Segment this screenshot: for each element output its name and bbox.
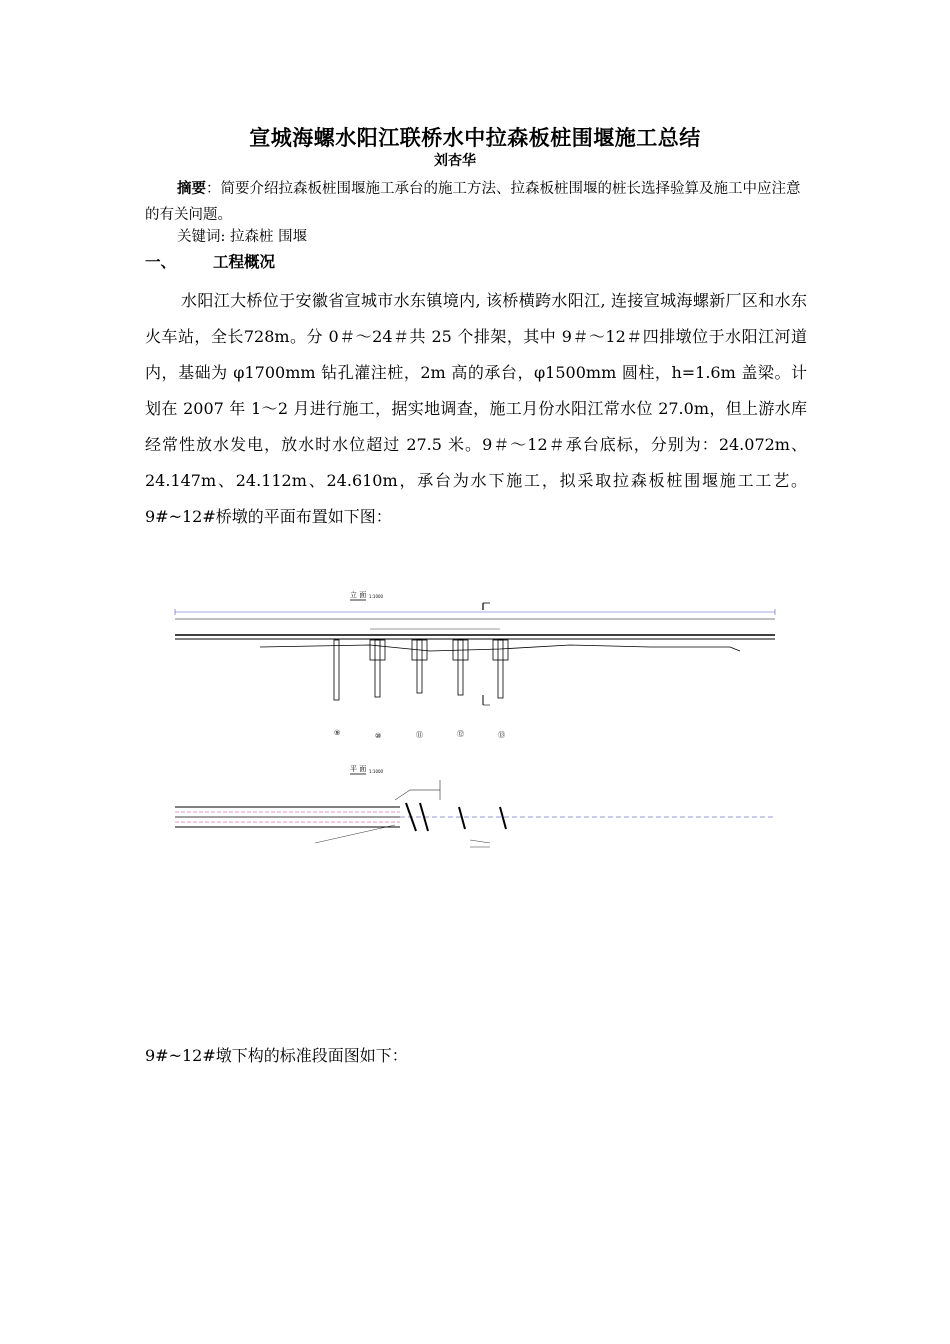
elevation-label: 立 面 <box>350 591 367 599</box>
section-heading <box>145 250 275 272</box>
keywords: 关键词: 拉森桩 围堰 <box>177 229 308 245</box>
pier-marker-10: ⑩ <box>375 732 382 740</box>
author-name: 刘杏华 <box>434 153 476 169</box>
abstract <box>145 176 807 228</box>
plan-label: 平 面 <box>350 765 367 773</box>
abstract-text: ：简要介绍拉森板桩围堰施工承台的施工方法、拉森板桩围堰的桩长选择验算及施工中应注意的有关问题。 <box>145 181 801 223</box>
section-drawing-caption: 9#~12#墩下构的标准段面图如下： <box>145 1046 408 1065</box>
bridge-layout-drawing <box>170 585 780 860</box>
plan-scale: 1:1000 <box>369 769 384 774</box>
pier-marker-12: ⑫ <box>457 730 464 738</box>
pier-marker-9: ⑨ <box>334 729 341 737</box>
elevation-scale: 1:1000 <box>369 594 384 599</box>
pier-marker-13: ⑬ <box>498 731 505 739</box>
document-title: 宣城海螺水阳江联桥水中拉森板桩围堰施工总结 <box>249 126 701 150</box>
section-number: 一、 <box>145 253 177 271</box>
abstract-label: 摘要 <box>177 180 206 197</box>
section-paragraph: 水阳江大桥位于安徽省宣城市水东镇境内, 该桥横跨水阳江, 连接宣城海螺新厂区和水东火车站，全长728m。分 0＃～24＃共 25 个排架，其中 9＃～12＃四排墩位于水阳江河道内，基础为 φ1700mm 钻孔灌注桩，2m 高的承台，φ1500mm 圆柱，h=1.6m 盖梁。计划在 2007 年 1～2 月进行施工，据实地调查，施工月份水阳江常水位 27.0m，但上游水库经常性放水发电，放水时水位超过 27.5 米。9＃～12＃承台底标，分别为：24.072m、24.147m、24.112m、24.610m，承台为水下施工，拟采取拉森板桩围堰施工工艺。9#~12#桥墩的平面布置如下图： <box>145 291 807 526</box>
section-title: 工程概况 <box>213 253 276 271</box>
pier-marker-11: ⑪ <box>416 731 423 739</box>
